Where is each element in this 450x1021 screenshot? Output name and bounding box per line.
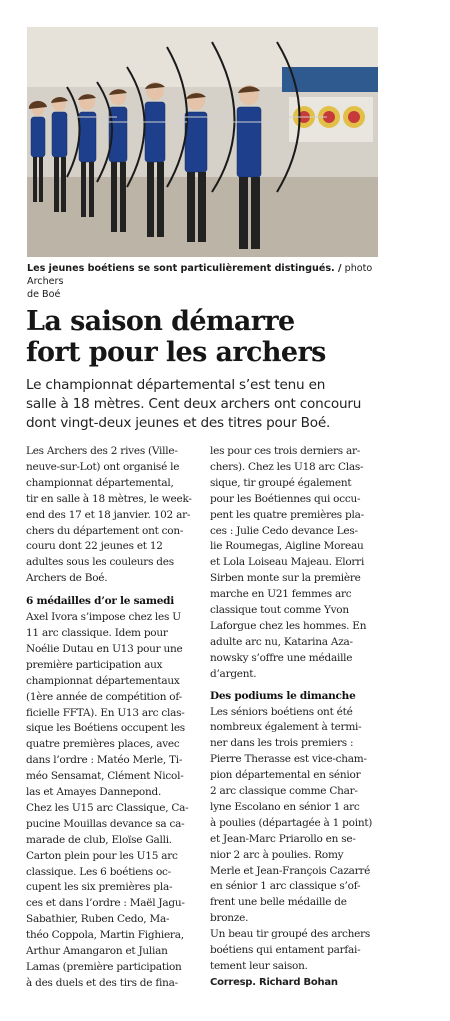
paragraph-gap xyxy=(26,587,196,594)
body-line: tement leur saison. xyxy=(210,960,308,972)
body-line: Laforgue chez les hommes. En xyxy=(210,619,367,632)
body-line: lyne Escolano en sénior 1 arc xyxy=(210,800,360,813)
body-line: tir en salle à 18 mètres, le week- xyxy=(26,492,192,505)
lead-line: Le championnat départemental s’est tenu en xyxy=(26,377,326,393)
body-line: couru dont 22 jeunes et 12 xyxy=(26,540,163,553)
body-line: championnat départemental, xyxy=(26,476,174,489)
body-line: ficielle FFTA). En U13 arc clas- xyxy=(26,706,185,719)
body-line: classique tout comme Yvon xyxy=(210,604,349,617)
body-line: à poulies (départagée à 1 point) xyxy=(210,816,373,829)
body-line: sique les Boétiens occupent les xyxy=(26,722,185,735)
body-line: les pour ces trois derniers ar- xyxy=(210,445,361,457)
body-line: en sénior 1 arc classique s’of- xyxy=(210,880,361,893)
body-line: à des duels et des tirs de fina- xyxy=(26,976,178,989)
body-line: et Jean-Marc Priarollo en se- xyxy=(210,832,356,845)
body-line: marche en U21 femmes arc xyxy=(210,588,352,601)
body-line: Lamas (première participation xyxy=(26,961,182,973)
body-line: Les séniors boétiens ont été xyxy=(210,705,353,718)
body-line: boétiens qui entament parfai- xyxy=(210,944,361,957)
caption-credit: photo Archers xyxy=(27,263,373,287)
body-line: pent les quatre premières pla- xyxy=(210,508,364,521)
body-line: Arthur Amangaron et Julian xyxy=(26,945,168,958)
body-line: Sabathier, Ruben Cedo, Ma- xyxy=(26,913,170,926)
body-line: ces et dans l’ordre : Maël Jagu- xyxy=(26,897,185,910)
body-line: pour les Boétiennes qui occu- xyxy=(210,492,361,505)
body-line: méo Sensamat, Clément Nicol- xyxy=(26,770,184,783)
body-line: pucine Mouillas devance sa ca- xyxy=(26,817,185,830)
body-line: sique, tir groupé également xyxy=(210,476,352,489)
article-photo xyxy=(27,27,378,257)
article-column-left xyxy=(26,444,196,992)
body-line: championnat départementaux xyxy=(26,674,180,687)
body-line: bronze. xyxy=(210,912,249,925)
body-line: pion départemental en sénior xyxy=(210,769,361,782)
archers-photo-illustration xyxy=(27,27,378,257)
body-line: Archers de Boé. xyxy=(26,572,108,585)
article-lead xyxy=(26,376,386,433)
body-line: end des 17 et 18 janvier. 102 ar- xyxy=(26,508,191,521)
headline-line-2: fort pour les archers xyxy=(26,337,326,368)
body-line: ces : Julie Cedo devance Les- xyxy=(210,524,358,537)
body-line: frent une belle médaille de xyxy=(210,896,347,909)
byline: Corresp. Richard Bohan xyxy=(210,976,338,988)
body-line: las et Amayes Dannepond. xyxy=(26,786,162,799)
body-line: Chez les U15 arc Classique, Ca- xyxy=(26,801,189,814)
article-column-right xyxy=(210,444,380,991)
body-line: et Lola Loiseau Majeau. Elorri xyxy=(210,556,365,569)
body-line: Un beau tir groupé des archers xyxy=(210,928,370,941)
body-line: ner dans les trois premiers : xyxy=(210,737,354,750)
body-line: dans l’ordre : Matéo Merle, Ti- xyxy=(26,754,183,767)
body-line: chers du département ont con- xyxy=(26,524,184,537)
body-line: Merle et Jean-François Cazarré xyxy=(210,864,371,877)
body-line: 2 arc classique comme Char- xyxy=(210,785,358,798)
body-line: nombreux également à termi- xyxy=(210,721,362,734)
body-line: Pierre Therasse est vice-cham- xyxy=(210,753,367,766)
body-line: adultes sous les couleurs des xyxy=(26,556,174,569)
body-line: chers). Chez les U18 arc Clas- xyxy=(210,460,364,473)
body-line: adulte arc nu, Katarina Aza- xyxy=(210,635,353,648)
body-line: nowsky s’offre une médaille xyxy=(210,651,353,664)
lead-line: salle à 18 mètres. Cent deux archers ont concouru xyxy=(26,396,362,412)
caption-credit-cont: de Boé xyxy=(27,289,61,300)
body-line: d’argent. xyxy=(210,667,257,680)
headline-line-1: La saison démarre xyxy=(26,306,295,337)
body-line: quatre premières places, avec xyxy=(26,738,180,751)
body-line: nior 2 arc à poulies. Romy xyxy=(210,848,344,861)
photo-caption xyxy=(27,262,387,301)
body-line: Carton plein pour les U15 arc xyxy=(26,849,178,862)
caption-text: Les jeunes boétiens se sont particulièrement distingués. / xyxy=(27,263,342,274)
body-line: (1ère année de compétition of- xyxy=(26,690,182,703)
body-line: première participation aux xyxy=(26,658,163,671)
article-headline xyxy=(26,306,406,368)
body-line: Axel Ivora s’impose chez les U xyxy=(26,611,181,624)
body-line: Sirben monte sur la première xyxy=(210,572,361,585)
body-line: Noélie Dutau en U13 pour une xyxy=(26,642,183,655)
body-line: neuve-sur-Lot) ont organisé le xyxy=(26,460,180,473)
body-line: lie Roumegas, Aigline Moreau xyxy=(210,540,364,553)
body-line: 11 arc classique. Idem pour xyxy=(26,626,168,639)
lead-line: dont vingt-deux jeunes et des titres pour Boé. xyxy=(26,415,331,431)
subheading-sunday: Des podiums le dimanche xyxy=(210,689,356,702)
body-line: classique. Les 6 boétiens oc- xyxy=(26,865,171,878)
subheading-saturday: 6 médailles d’or le samedi xyxy=(26,595,174,608)
body-line: théo Coppola, Martin Fighiera, xyxy=(26,929,184,942)
body-line: marade de club, Eloïse Galli. xyxy=(26,833,172,846)
body-line: Les Archers des 2 rives (Ville- xyxy=(26,445,178,457)
body-line: cupent les six premières pla- xyxy=(26,881,173,894)
